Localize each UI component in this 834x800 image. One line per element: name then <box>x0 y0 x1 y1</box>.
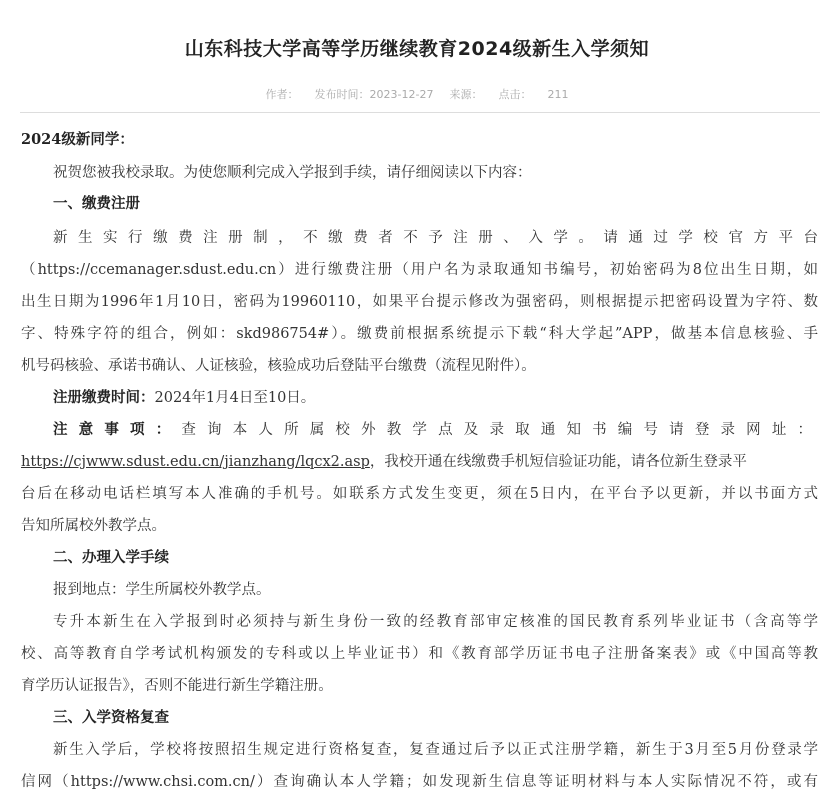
registration-time-value: 2024年1月4日至10日。 <box>154 390 316 406</box>
meta-author: 作者： <box>265 88 299 101</box>
meta-source: 来源： <box>449 88 483 101</box>
enrollment-paragraph-line: 专升本新生在入学报到时必须持与新生身份一致的经教育部审定核准的国民教育系列毕业证书（含高等学 <box>53 614 818 630</box>
payment-paragraph-line: 新生实行缴费注册制，不缴费者不予注册、入学。请通过学校官方平台 <box>53 230 818 246</box>
greeting: 2024级新同学： <box>21 131 134 148</box>
registration-time-label: 注册缴费时间： <box>53 389 155 406</box>
review-paragraph-line: 新生入学后，学校将按照招生规定进行资格复查，复查通过后予以正式注册学籍，新生于3月至5月份登录学 <box>53 742 818 758</box>
meta-date: 发布时间：2023-12-27 <box>314 88 434 101</box>
meta-clicks-label: 点击： <box>498 88 532 101</box>
notice-line <box>21 446 818 478</box>
enrollment-paragraph-line: 育学历认证报告》，否则不能进行新生学籍注册。 <box>21 678 333 694</box>
enrollment-paragraph-line: 校、高等教育自学考试机构颁发的专科或以上毕业证书）和《教育部学历证书电子注册备案表》或《中国高等教 <box>21 646 818 662</box>
notice-text-continued: ，我校开通在线缴费手机短信验证功能，请各位新生登录平 <box>369 454 747 470</box>
notice-line <box>53 414 818 446</box>
review-paragraph-line: 信网（https://www.chsi.com.cn/）查询确认本人学籍；如发现新生信息等证明材料与本人实际情况不符，或有 <box>21 774 818 790</box>
payment-paragraph-line: 机号码核验、承诺书确认、人证核验，核验成功后登陆平台缴费（流程见附件）。 <box>21 358 536 374</box>
registration-time <box>53 382 818 414</box>
payment-paragraph-line: 出生日期为1996年1月10日，密码为19960110，如果平台提示修改为强密码，则根据提示把密码设置为字符、数 <box>21 294 818 310</box>
enrollment-query-link[interactable]: https://cjwww.sdust.edu.cn/jianzhang/lqcx2.asp <box>21 454 370 470</box>
section-heading-review: 三、入学资格复查 <box>53 709 169 726</box>
payment-paragraph-line: 字、特殊字符的组合，例如：skd986754#）。缴费前根据系统提示下载“科大学起”APP，做基本信息核验、手 <box>21 326 818 342</box>
section-heading-payment: 一、缴费注册 <box>53 195 140 212</box>
notice-label: 注意事项： <box>53 421 182 438</box>
section-heading-enrollment: 二、办理入学手续 <box>53 549 169 566</box>
notice-text: 查询本人所属校外教学点及录取通知书编号请登录网址： <box>181 422 818 438</box>
report-place: 报到地点：学生所属校外教学点。 <box>53 582 271 598</box>
article-title: 山东科技大学高等学历继续教育2024级新生入学须知 <box>184 38 650 60</box>
notice-line: 告知所属校外教学点。 <box>21 518 166 534</box>
meta-clicks-value: 211 <box>547 88 569 101</box>
intro-paragraph: 祝贺您被我校录取。为使您顺利完成入学报到手续，请仔细阅读以下内容： <box>53 165 532 181</box>
header-divider <box>20 112 820 113</box>
notice-line: 台后在移动电话栏填写本人准确的手机号。如联系方式发生变更，须在5日内，在平台予以更新，并以书面方式 <box>21 486 818 502</box>
article-meta <box>0 86 834 102</box>
payment-paragraph-line: （https://ccemanager.sdust.edu.cn）进行缴费注册（用户名为录取通知书编号，初始密码为8位出生日期，如 <box>21 262 818 278</box>
